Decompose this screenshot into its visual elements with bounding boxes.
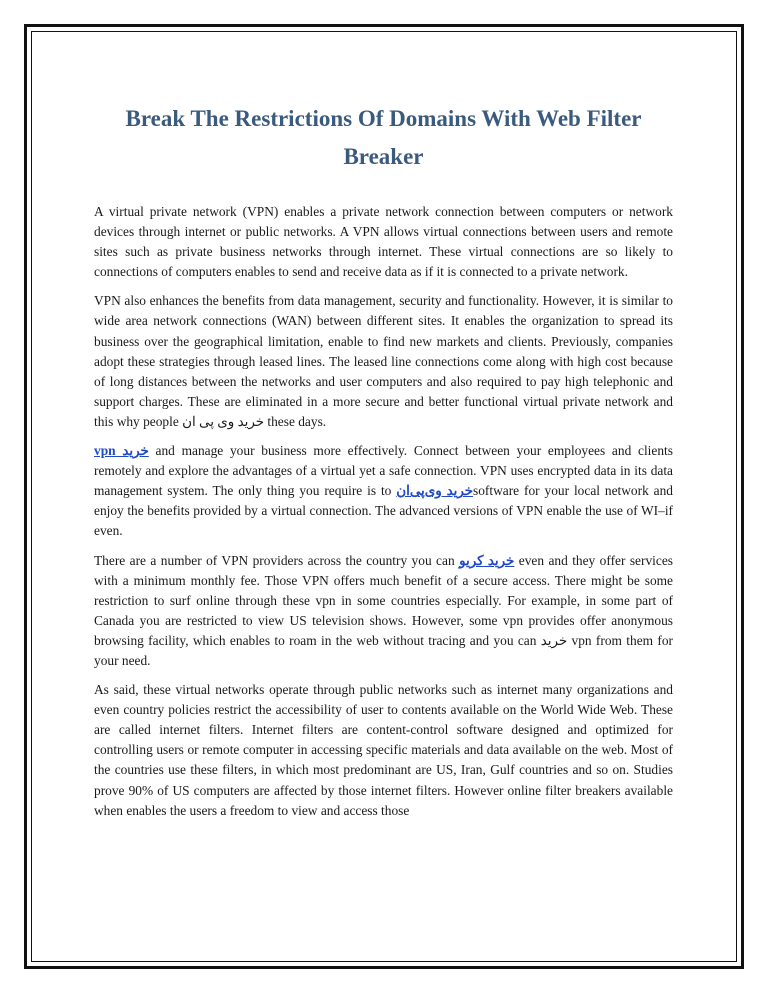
paragraph-1-text: A virtual private network (VPN) enables a private network connection between computers or network devices through internet or public networks. A VPN allows virtual connections between users and remote sites such as private business networks through internet. These virtual connections are so likely to connections of computers enables to send and receive data as if it is connected to a private network. [94,204,673,280]
buy-vpn-link[interactable]: خرید vpn [94,443,149,459]
paragraph-2-end: these days. [267,413,327,429]
paragraph-3 [94,441,673,541]
paragraph-4-farsi: خرید [540,632,568,648]
paragraph-3-text-1: and manage your business more effectively. Connect between your employees and clients remotely and explore the advantages of a virtual yet a safe connection. VPN uses encrypted data in its data management system. The only thing you require is to [94,443,673,499]
paragraph-2 [94,291,673,432]
paragraph-3-text-2: software for your local network and enjoy the benefits provided by a virtual connection. The advanced versions of VPN enable the use of WI–if even. [94,483,673,539]
article-title: Break The Restrictions Of Domains With Web Filter Breaker [125,106,642,169]
buy-kerio-link[interactable]: خرید کریو [459,552,515,568]
paragraph-4-end: vpn from them for your need. [94,632,673,668]
paragraph-1 [94,202,673,282]
paragraph-5-text: As said, these virtual networks operate through public networks such as internet many organizations and even country policies restrict the accessibility of user to contents available on the World Wide Web. These are called internet filters. Internet filters are content-control software designed and optimized for controlling users or remote computer in accessing specific materials and data available on the web. Most of the countries use these filters, in which most predominant are US, Iran, Gulf countries and so on. Studies prove 90% of US computers are affected by those internet filters. However online filter breakers available when enables the users a freedom to view and access those [94,682,673,818]
paragraph-2-text: VPN also enhances the benefits from data management, security and functionality. However, it is similar to wide area network connections (WAN) between different sites. It enables the organization to spread its business over the geographical limitation, enable to find new markets and clients. Previously, companies adopt these strategies through leased lines. The leased line connections come along with high cost because of long distances between the networks and user computers and also required to pay high telephonic and support charges. These are eliminated in a more secure and better functional virtual private network and this why people [94,293,673,429]
paragraph-4 [94,551,673,672]
paragraph-4-text-2: even and they offer services with a minimum monthly fee. Those VPN offers much benefit of a secure access. There might be some restriction to surf online through these vpn in some countries especially. For example, in some part of Canada you are restricted to view US television shows. However, some vpn provides offer anonymous browsing facility, which enables to roam in the web without tracing and you can [94,552,673,648]
paragraph-2-farsi: خرید وی پی ان [182,413,265,429]
article-body [94,100,673,830]
paragraph-5 [94,680,673,821]
paragraph-4-text-1: There are a number of VPN providers across the country you can [94,552,455,568]
buy-vpn-software-link[interactable]: خرید وی‌پی‌ان [396,483,474,499]
